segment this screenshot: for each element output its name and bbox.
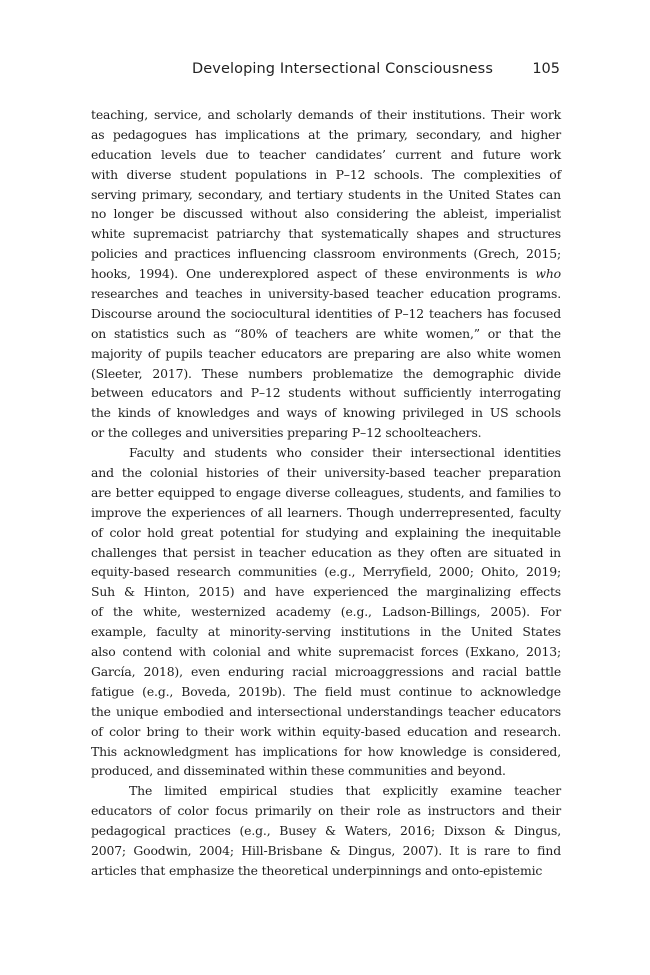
- paragraph: [91, 781, 561, 880]
- paragraph: [91, 443, 561, 781]
- text-line: majority of pupils teacher educators are preparing are also white women: [91, 345, 561, 361]
- text-line: of color hold great potential for studying and explaining the inequitable: [91, 524, 561, 540]
- text-line: This acknowledgment has implications for how knowledge is considered,: [91, 743, 561, 759]
- text-line: Discourse around the sociocultural identities of P–12 teachers has focused: [91, 305, 561, 321]
- text-line: researches and teaches in university-based teacher education programs.: [91, 286, 561, 302]
- text-line: García, 2018), even enduring racial microaggressions and racial battle: [91, 663, 561, 679]
- text-line: Faculty and students who consider their intersectional identities: [129, 445, 561, 461]
- text-line: with diverse student populations in P–12 schools. The complexities of: [91, 166, 561, 182]
- text-line: no longer be discussed without also considering the ableist, imperialist: [91, 206, 561, 222]
- text-line: between educators and P–12 students without sufficiently interrogating: [91, 385, 561, 401]
- page-header: [90, 61, 560, 83]
- text-line: hooks, 1994). One underexplored aspect of these environments is who: [91, 266, 561, 282]
- text-line: challenges that persist in teacher education as they often are situated in: [91, 544, 561, 560]
- body-text: [91, 105, 561, 881]
- text-line: produced, and disseminated within these communities and beyond.: [91, 763, 506, 779]
- running-head: Developing Intersectional Consciousness: [192, 61, 493, 77]
- text-line: the kinds of knowledges and ways of knowing privileged in US schools: [91, 405, 561, 421]
- italic-word: who: [535, 266, 561, 282]
- paragraph: [91, 105, 561, 443]
- text-line: and the colonial histories of their university-based teacher preparation: [91, 465, 561, 481]
- page-number: 105: [532, 61, 560, 77]
- text-line: policies and practices influencing classroom environments (Grech, 2015;: [91, 246, 561, 262]
- text-line: example, faculty at minority-serving institutions in the United States: [91, 624, 561, 640]
- text-line: 2007; Goodwin, 2004; Hill-Brisbane & Dingus, 2007). It is rare to find: [91, 842, 561, 858]
- text-line: The limited empirical studies that explicitly examine teacher: [129, 783, 561, 799]
- text-line: Suh & Hinton, 2015) and have experienced the marginalizing effects: [91, 584, 561, 600]
- text-line: serving primary, secondary, and tertiary students in the United States can: [91, 186, 561, 202]
- text-line: white supremacist patriarchy that systematically shapes and structures: [91, 226, 561, 242]
- text-line: also contend with colonial and white supremacist forces (Exkano, 2013;: [91, 644, 561, 660]
- text-line: of the white, westernized academy (e.g., Ladson-Billings, 2005). For: [91, 604, 561, 620]
- text-line: as pedagogues has implications at the primary, secondary, and higher: [91, 126, 561, 142]
- text-line: fatigue (e.g., Boveda, 2019b). The field must continue to acknowledge: [91, 683, 561, 699]
- text-line: are better equipped to engage diverse colleagues, students, and families to: [91, 484, 561, 500]
- text-line: (Sleeter, 2017). These numbers problematize the demographic divide: [91, 365, 561, 381]
- text-line: or the colleges and universities preparing P–12 schoolteachers.: [91, 425, 482, 441]
- text-line: teaching, service, and scholarly demands of their institutions. Their work: [91, 107, 561, 122]
- text-line: of color bring to their work within equity-based education and research.: [91, 723, 561, 739]
- text-line: on statistics such as “80% of teachers are white women,” or that the: [91, 325, 561, 341]
- text-line: pedagogical practices (e.g., Busey & Waters, 2016; Dixson & Dingus,: [91, 823, 561, 839]
- text-line: educators of color focus primarily on their role as instructors and their: [91, 803, 561, 819]
- text-line: equity-based research communities (e.g., Merryfield, 2000; Ohito, 2019;: [91, 564, 561, 580]
- text-line: improve the experiences of all learners. Though underrepresented, faculty: [91, 504, 561, 520]
- text-line: articles that emphasize the theoretical underpinnings and onto-epistemic: [91, 862, 543, 878]
- text-line: the unique embodied and intersectional understandings teacher educators: [91, 703, 561, 719]
- text-line: education levels due to teacher candidates’ current and future work: [91, 146, 561, 162]
